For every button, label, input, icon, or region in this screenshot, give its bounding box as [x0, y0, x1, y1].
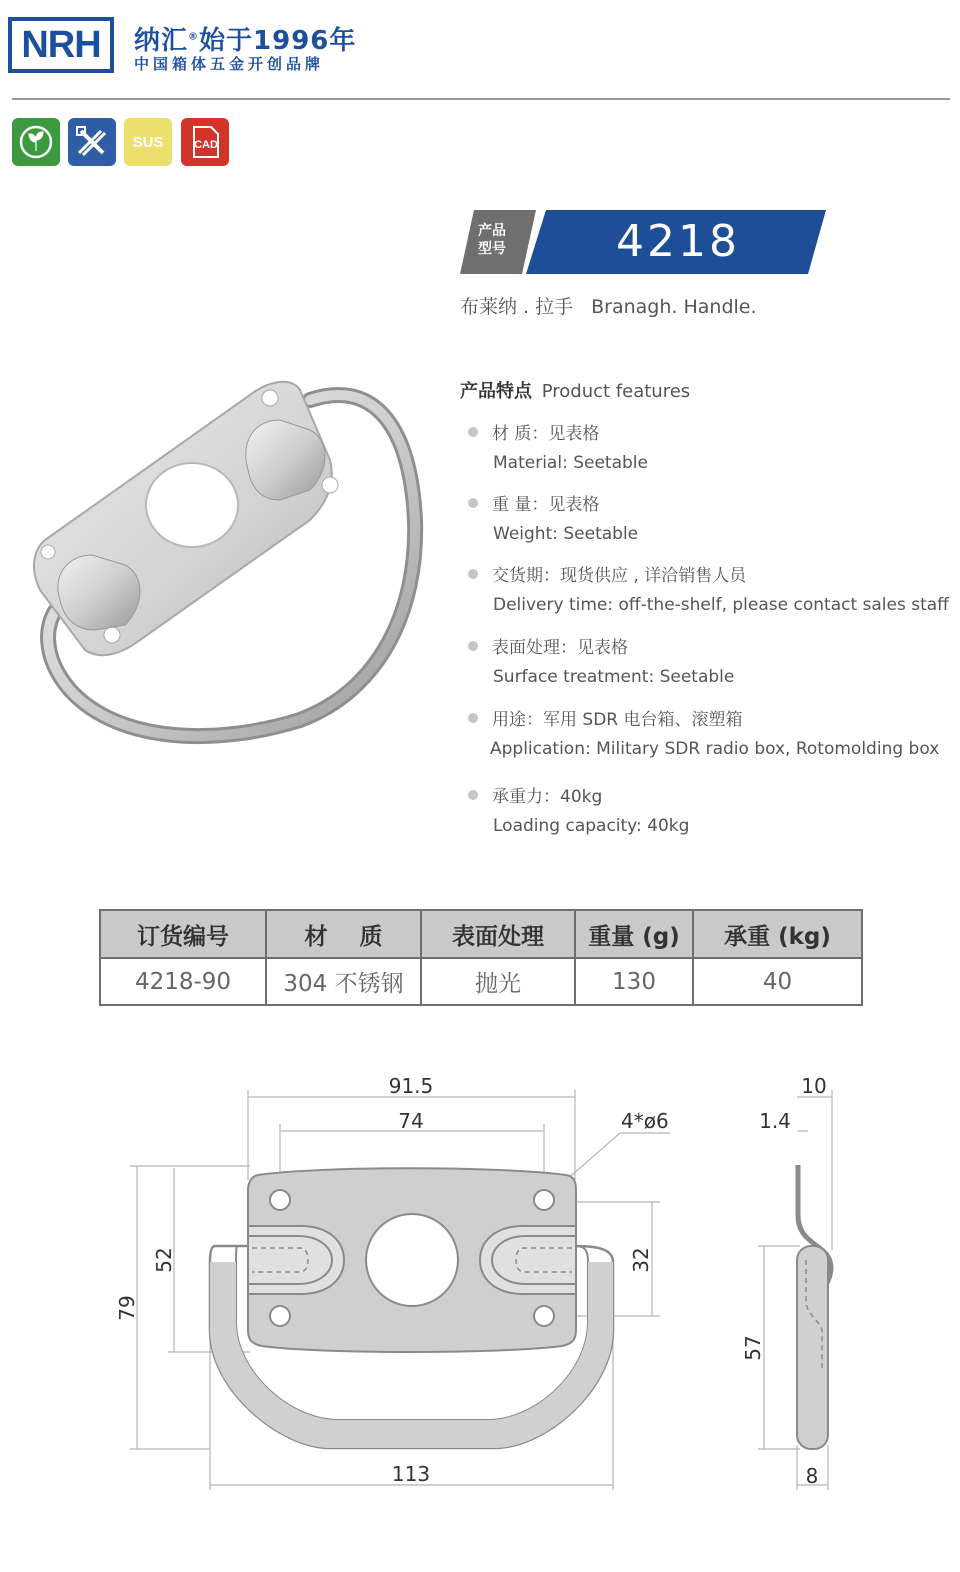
- cell-weight: 130: [575, 958, 693, 1005]
- dim-side-height: 57: [741, 1335, 765, 1361]
- col-order-number: 订货编号: [100, 910, 266, 958]
- feature-en: Weight: Seetable: [493, 524, 639, 544]
- feature-cn: 承重力：40kg: [492, 787, 603, 807]
- feature-en: Loading capacity: 40kg: [493, 816, 690, 836]
- feature-cn: 材 质：见表格: [492, 424, 600, 444]
- dim-total-height: 79: [115, 1295, 139, 1321]
- dim-thickness: 1.4: [759, 1109, 791, 1133]
- slogan-text: 始于1996年: [199, 26, 357, 56]
- dim-overall-width: 91.5: [388, 1074, 434, 1098]
- dim-side-top: 10: [801, 1074, 827, 1098]
- feature-cn: 用途：军用 SDR 电台箱、滚塑箱: [492, 710, 743, 730]
- cell-surface: 抛光: [421, 958, 575, 1005]
- brand-tagline: 中国箱体五金开创品牌: [134, 55, 325, 73]
- col-surface: 表面处理: [421, 910, 575, 958]
- dim-hole-pitch: 32: [629, 1247, 653, 1273]
- feature-en: Material: Seetable: [493, 453, 648, 473]
- cell-material: 304 不锈钢: [266, 958, 421, 1005]
- model-number: 4218: [616, 216, 740, 267]
- dim-side-bottom: 8: [805, 1464, 819, 1488]
- feature-cn: 交货期：现货供应 , 详洽销售人员: [492, 566, 747, 586]
- dim-height: 52: [152, 1247, 176, 1273]
- center-hole: [366, 1214, 458, 1306]
- col-material: 材 质: [266, 910, 421, 958]
- features-title-cn: 产品特点: [460, 381, 532, 402]
- registered-mark: ®: [188, 31, 200, 43]
- cell-order-number: 4218-90: [100, 958, 266, 1005]
- side-bail: [797, 1246, 828, 1449]
- cad-label: CAD: [194, 139, 218, 151]
- feature-cn: 表面处理：见表格: [492, 638, 628, 658]
- model-label: 产品型号: [478, 223, 506, 257]
- cell-load: 40: [693, 958, 862, 1005]
- product-name-cn: 布莱纳 . 拉手: [460, 296, 574, 318]
- brand-name: 纳汇: [134, 26, 189, 56]
- feature-en: Delivery time: off-the-shelf, please contact sales staff: [493, 595, 949, 615]
- feature-en: Application: Military SDR radio box, Rotomolding box: [490, 739, 940, 759]
- feature-cn: 重 量：见表格: [492, 495, 600, 515]
- features-title-en: Product features: [541, 381, 691, 402]
- feature-en: Surface treatment: Seetable: [493, 667, 735, 687]
- col-weight: 重量 (g): [575, 910, 693, 958]
- dim-hole-spacing: 74: [398, 1109, 424, 1133]
- dim-handle-width: 113: [391, 1462, 431, 1486]
- col-load: 承重 (kg): [693, 910, 862, 958]
- dim-holes: 4*ø6: [621, 1109, 669, 1133]
- product-name-en: Branagh. Handle.: [591, 296, 757, 318]
- sus-label: SUS: [132, 133, 164, 151]
- logo-text: NRH: [21, 23, 101, 66]
